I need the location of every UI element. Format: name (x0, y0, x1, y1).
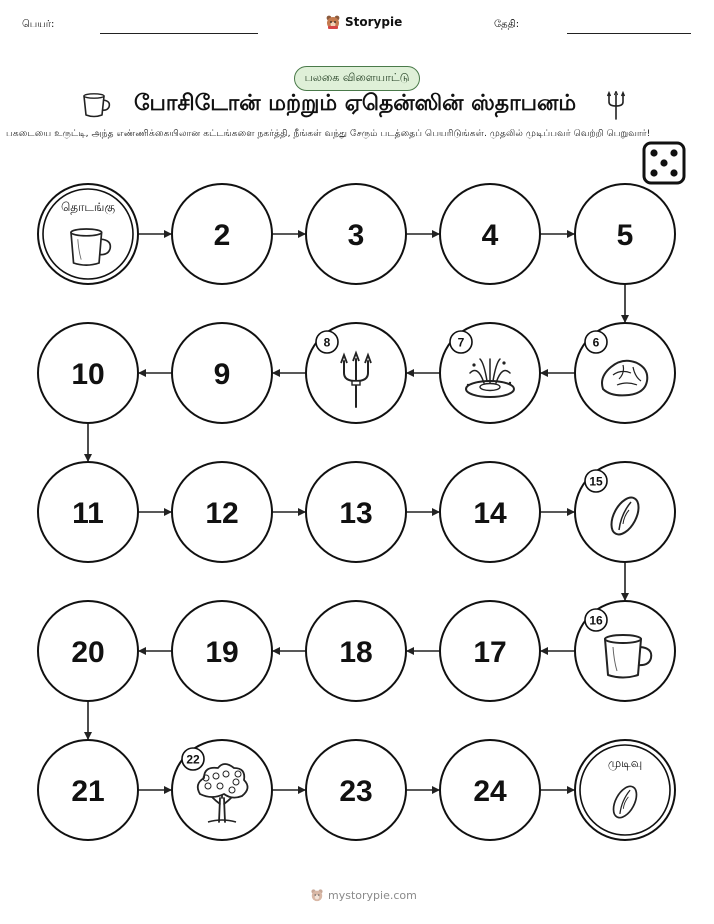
game-type-badge: பலகை விளையாட்டு (294, 66, 421, 91)
board-space-18[interactable] (306, 601, 406, 701)
space-number: 11 (72, 497, 104, 530)
page-title: போசிடோன் மற்றும் ஏதென்ஸின் ஸ்தாபனம் (133, 91, 577, 116)
board-space-24[interactable] (440, 740, 540, 840)
board-space-5[interactable] (575, 184, 675, 284)
board-space-1[interactable] (38, 184, 138, 284)
board-space-11[interactable] (38, 462, 138, 562)
space-number: 4 (481, 219, 499, 252)
space-number: 2 (213, 219, 231, 252)
bear-logo-icon (310, 888, 324, 902)
space-number: 16 (589, 613, 603, 628)
space-number: 20 (71, 636, 105, 669)
space-number: 10 (71, 358, 105, 391)
space-number: 21 (71, 775, 105, 808)
board-space-14[interactable] (440, 462, 540, 562)
space-number: 14 (473, 497, 507, 530)
instructions: பகடையை உருட்டி, அந்த எண்ணிக்கையிலான கட்டங்களை நகர்த்தி, நீங்கள் வந்து சேரும் படத்தைப் பெயரிடுங்கள். முதலில் முடிப்பவர் வெற்றி பெறுவார்! (6, 128, 651, 139)
space-number: 8 (323, 335, 331, 350)
board-space-10[interactable] (38, 323, 138, 423)
board-space-19[interactable] (172, 601, 272, 701)
space-number: 22 (186, 752, 200, 767)
space-number: 3 (347, 219, 365, 252)
board-space-16[interactable] (575, 601, 675, 701)
footer-url[interactable]: mystorypie.com (328, 888, 417, 902)
board-space-13[interactable] (306, 462, 406, 562)
board-space-6[interactable] (575, 323, 675, 423)
board-space-3[interactable] (306, 184, 406, 284)
board-space-2[interactable] (172, 184, 272, 284)
space-number: 7 (457, 335, 465, 350)
space-number: 17 (473, 636, 507, 669)
space-number: 19 (205, 636, 239, 669)
space-number: 6 (592, 335, 600, 350)
board-space-21[interactable] (38, 740, 138, 840)
board-space-4[interactable] (440, 184, 540, 284)
space-number: 15 (589, 474, 603, 489)
space-number: 12 (205, 497, 239, 530)
finish-label: முடிவு (607, 756, 643, 770)
board-space-20[interactable] (38, 601, 138, 701)
board-space-9[interactable] (172, 323, 272, 423)
board-space-22[interactable] (172, 740, 272, 840)
board-space-7[interactable] (440, 323, 540, 423)
space-number: 24 (473, 775, 507, 808)
board-space-12[interactable] (172, 462, 272, 562)
space-number: 23 (339, 775, 373, 808)
board-space-8[interactable] (306, 323, 406, 423)
board-space-23[interactable] (306, 740, 406, 840)
start-label: தொடங்கு (60, 200, 116, 214)
space-number: 5 (616, 219, 634, 252)
board-space-17[interactable] (440, 601, 540, 701)
date-label: தேதி: (494, 19, 520, 30)
board-space-25[interactable] (575, 740, 675, 840)
space-number: 18 (339, 636, 373, 669)
space-number: 9 (213, 358, 231, 391)
brand-name: Storypie (345, 15, 403, 29)
board-space-15[interactable] (575, 462, 675, 562)
footer (310, 888, 417, 902)
name-label: பெயர்: (22, 19, 55, 30)
space-number: 13 (339, 497, 373, 530)
